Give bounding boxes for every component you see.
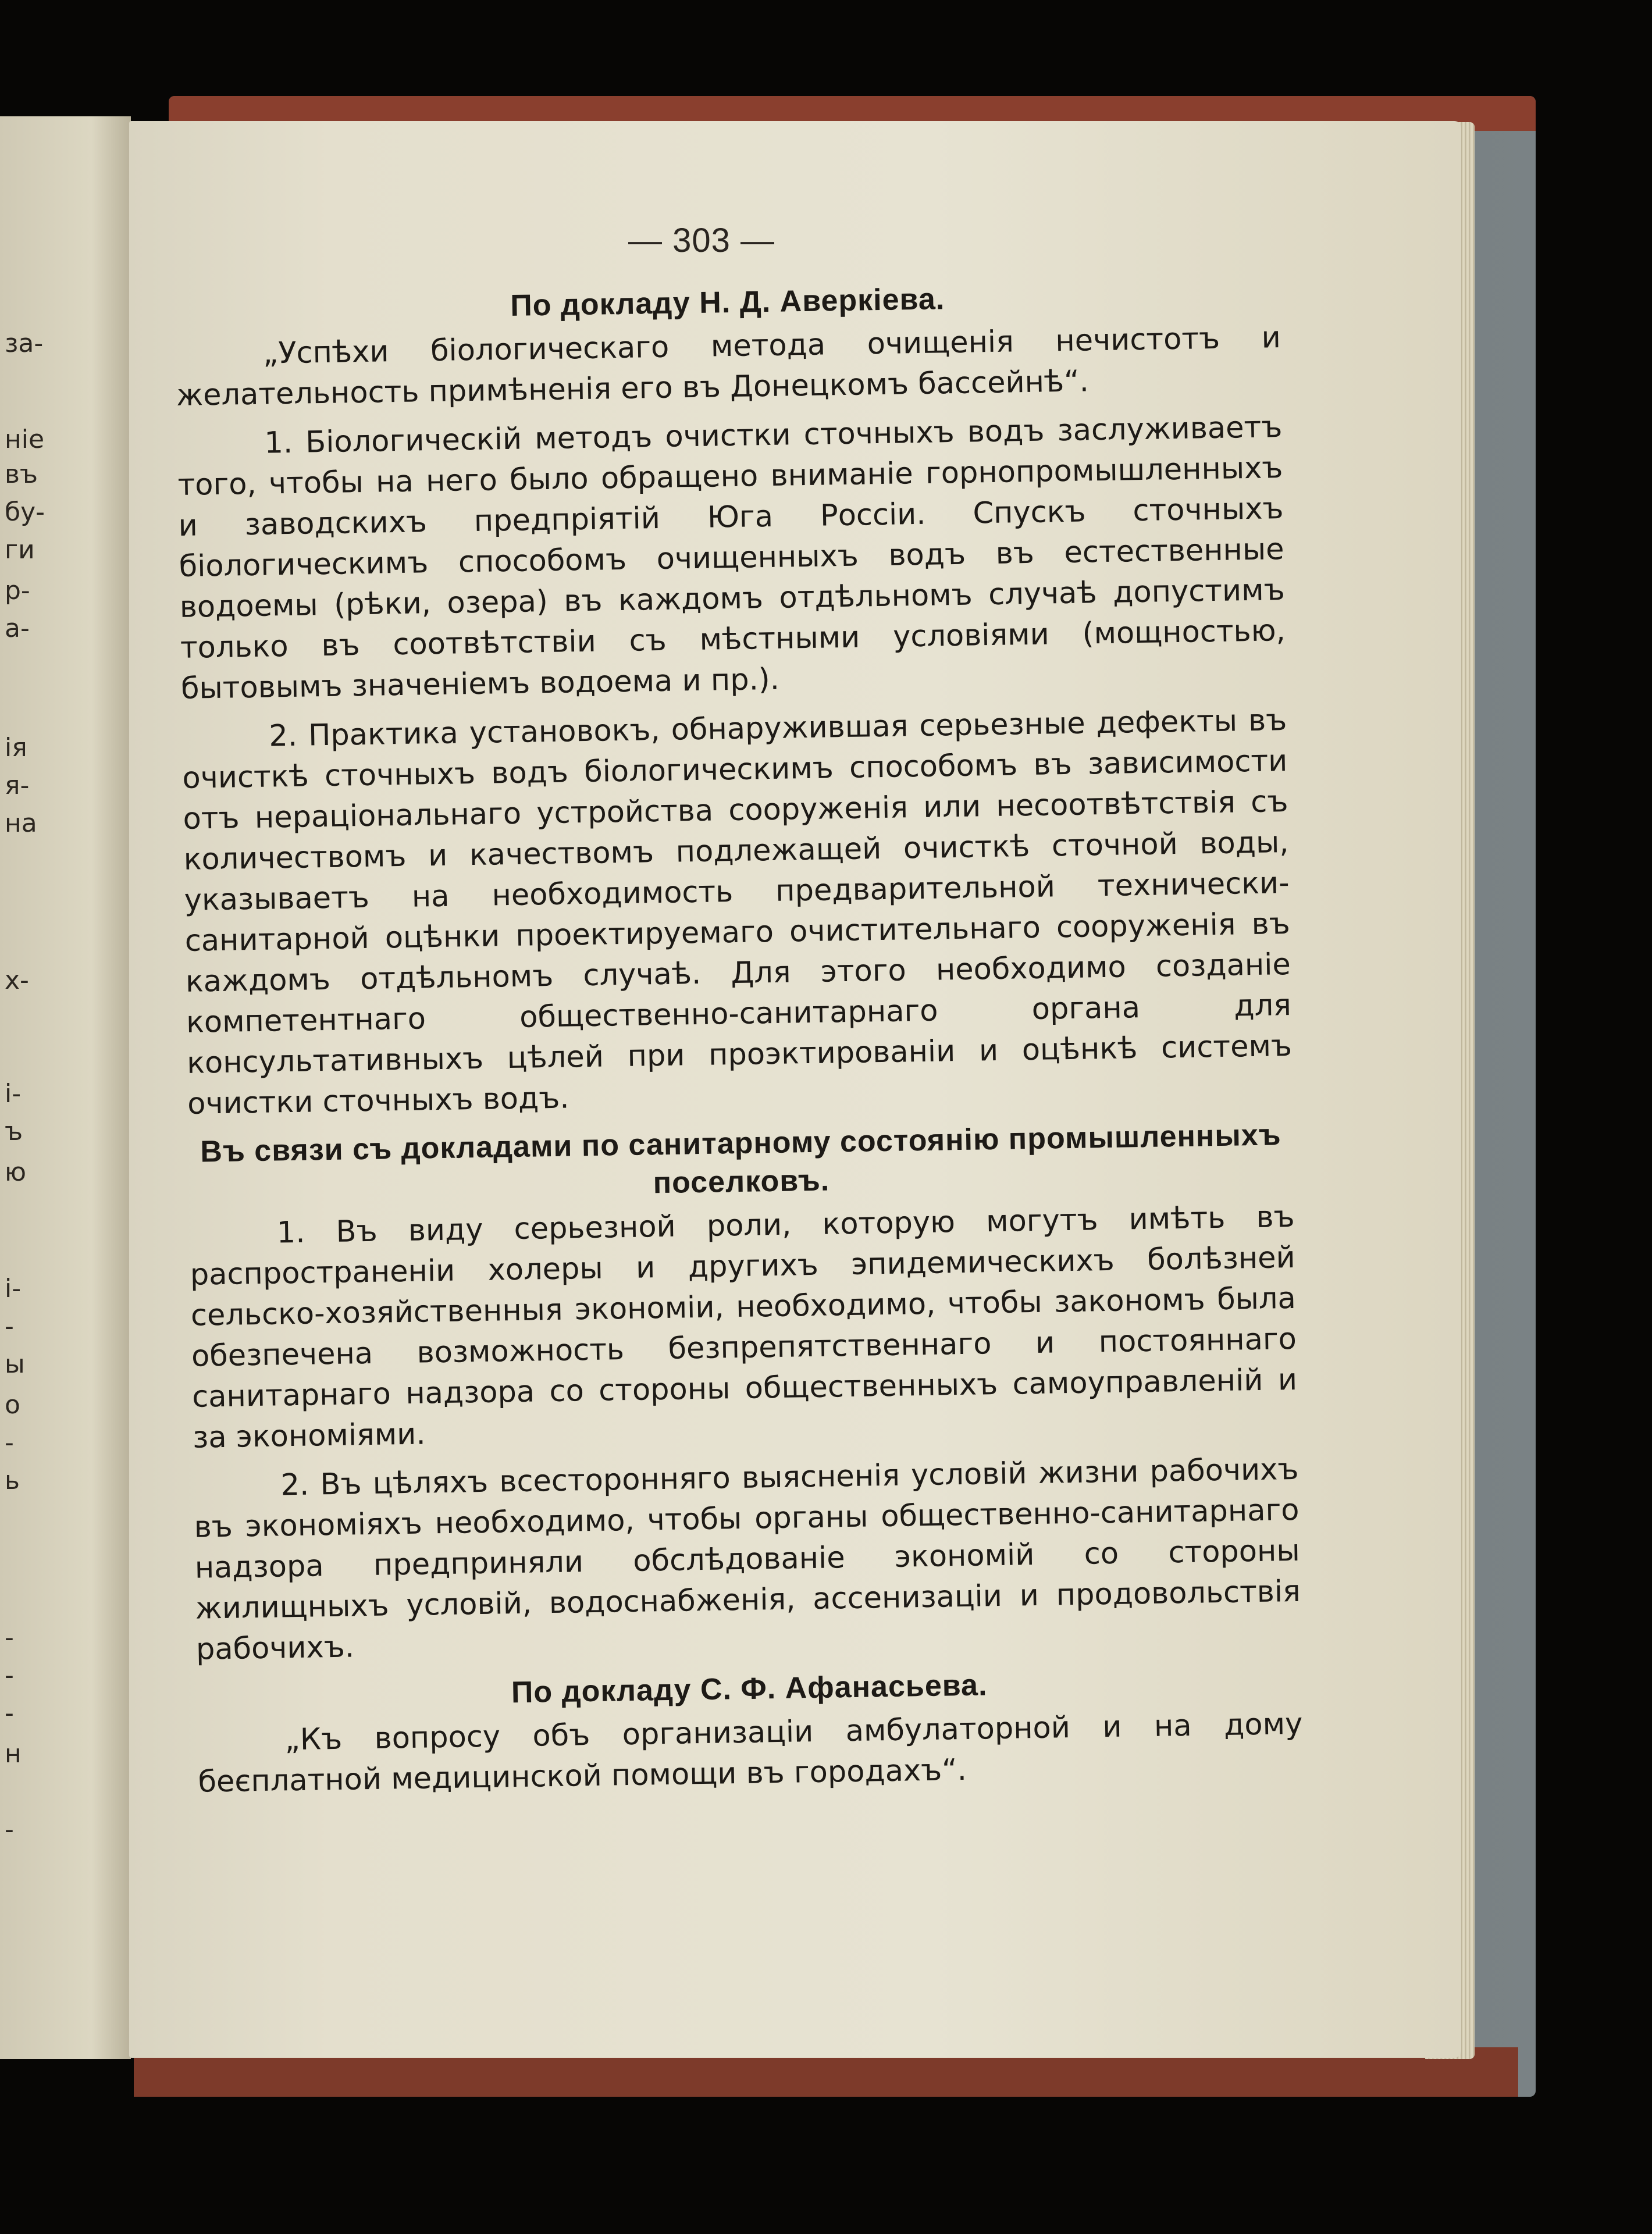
facing-page-fragment: а- xyxy=(5,614,30,643)
facing-page-fragment: на xyxy=(5,808,37,838)
facing-page-fragment: за- xyxy=(5,329,44,358)
facing-page-fragment: - xyxy=(5,1623,14,1652)
facing-page-fragment: і- xyxy=(5,1274,22,1303)
report-title-quote: „Успѣхи біологическаго метода очищенія нечистотъ и желательность примѣненія его въ Донецкомъ бассейнѣ“. xyxy=(176,320,1281,413)
facing-page-fragment: - xyxy=(5,1661,14,1690)
facing-page-fragment: н xyxy=(5,1739,22,1769)
facing-page-fragment: ніе xyxy=(5,425,45,454)
resolution-paragraph: 2. Практика установокъ, обнаружившая серьезные дефекты въ очисткѣ сточныхъ водъ біологическимъ способомъ въ зависимости отъ нераціональнаго устройства сооруженія или несоотвѣтствія съ количествомъ и качествомъ подлежащей очисткѣ сточной воды, указываетъ на необходимость предварительной технически-санитарной оцѣнки проектируемаго очистительнаго сооруженія въ каждомъ отдѣльномъ случаѣ. Для этого необходимо созданіе компетентнаго общественно-санитарнаго органа для консультативныхъ цѣлей при проэктированіи и оцѣнкѣ системъ очистки сточныхъ водъ. xyxy=(182,703,1293,1121)
section-heading-sanitary xyxy=(188,1116,1294,1210)
facing-page-fragment: ги xyxy=(5,535,35,565)
facing-page-fragment: ія xyxy=(5,733,27,763)
facing-page-fragment: - xyxy=(5,1428,14,1458)
facing-page-fragment: і- xyxy=(5,1079,22,1109)
resolution-paragraph: 2. Въ цѣляхъ всесторонняго выясненія условій жизни рабочихъ въ экономіяхъ необходимо, чтобы органы общественно-санитарнаго надзора предприняли обслѣдованіе экономій со стороны жилищныхъ условій, водоснабженія, ассенизаціи и продовольствія рабочихъ. xyxy=(194,1452,1301,1667)
facing-page-fragment: ъ xyxy=(5,1117,23,1146)
facing-page-fragment: - xyxy=(5,1312,14,1341)
page-number: — 303 — xyxy=(628,222,775,259)
facing-page-fragment: въ xyxy=(5,459,38,489)
page-body xyxy=(175,262,1304,1811)
section-heading-line: поселковъ. xyxy=(653,1163,830,1200)
resolution-paragraph: 1. Біологическій методъ очистки сточныхъ водъ заслуживаетъ того, чтобы на него было обращено вниманіе горнопромышленныхъ и заводскихъ предпріятій Юга Россіи. Спускъ сточныхъ біологическимъ способомъ очищенныхъ водъ въ естественные водоемы (рѣки, озера) въ каждомъ отдѣльномъ случаѣ допустимъ только въ соотвѣтствіи съ мѣстными условіями (мощностью, бытовымъ значеніемъ водоема и пр.). xyxy=(177,410,1286,706)
facing-page-fragment: ю xyxy=(5,1157,27,1187)
section-heading-line: Въ связи съ докладами по санитарному состоянію промышленныхъ xyxy=(200,1118,1281,1169)
facing-page-fragment: о xyxy=(5,1390,20,1420)
section-heading-afanasiev: По докладу С. Ф. Афанасьева. xyxy=(511,1668,988,1710)
facing-page-fragment: - xyxy=(5,1815,14,1844)
facing-page-fragment: ь xyxy=(5,1466,20,1495)
facing-page-fragment: бу- xyxy=(5,497,45,527)
facing-page-fragment: я- xyxy=(5,771,30,800)
report-title-quote: „Къ вопросу объ организаціи амбулаторной и на дому беєплатной медицинской помощи въ городахъ“. xyxy=(198,1706,1303,1800)
section-heading-averkiev: По докладу Н. Д. Аверкіева. xyxy=(510,282,945,323)
facing-page-fragment: х- xyxy=(5,965,29,995)
resolution-paragraph: 1. Въ виду серьезной роли, которую могутъ имѣть въ распространеніи холеры и другихъ эпидемическихъ болѣзней сельско-хозяйственныя экономіи, необходимо, чтобы закономъ была обезпечена возможность безпрепятственнаго и постояннаго санитарнаго надзора со стороны общественныхъ самоуправленій и за экономіями. xyxy=(190,1199,1298,1455)
facing-page-fragment: р- xyxy=(5,576,30,605)
facing-page-fragment: ы xyxy=(5,1349,25,1379)
facing-page-fragment: - xyxy=(5,1698,14,1728)
facing-page xyxy=(0,116,131,2059)
